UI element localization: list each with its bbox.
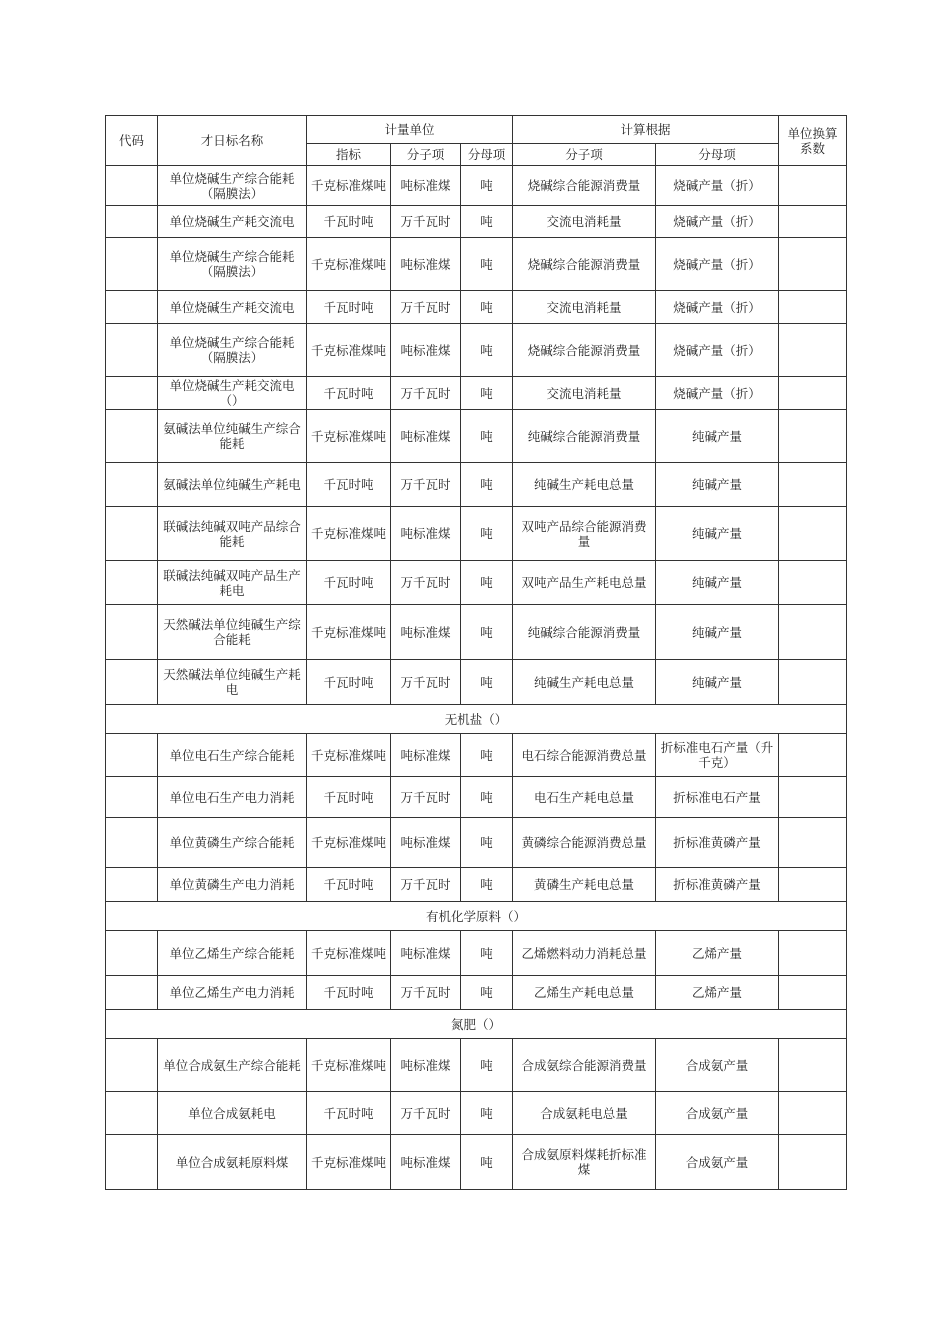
row-code [106,1039,158,1092]
row-denominator-unit: 吨 [461,507,513,561]
row-indicator: 千克标准煤吨 [307,166,391,206]
row-coefficient [779,238,847,291]
row-coefficient [779,1135,847,1190]
row-indicator-name: 单位合成氨耗电 [158,1092,307,1135]
row-coefficient [779,463,847,507]
row-coefficient [779,976,847,1010]
row-coefficient [779,324,847,377]
row-denominator-unit: 吨 [461,931,513,976]
row-indicator-name: 单位烧碱生产耗交流电 [158,206,307,238]
row-numerator-basis: 合成氨原料煤耗折标准煤 [513,1135,656,1190]
table-row [106,291,847,324]
table-row [106,777,847,818]
header-code: 代码 [106,116,158,166]
row-indicator: 千克标准煤吨 [307,507,391,561]
row-coefficient [779,777,847,818]
row-indicator-name: 单位烧碱生产综合能耗（隔膜法） [158,238,307,291]
table-row [106,377,847,410]
row-indicator: 千瓦时吨 [307,206,391,238]
row-indicator: 千瓦时吨 [307,291,391,324]
row-denominator-unit: 吨 [461,410,513,463]
row-denominator-basis: 纯碱产量 [656,507,779,561]
row-code [106,605,158,660]
row-numerator-unit: 吨标准煤 [391,166,461,206]
row-numerator-unit: 万千瓦时 [391,377,461,410]
row-indicator-name: 单位电石生产综合能耗 [158,734,307,777]
row-numerator-basis: 双吨产品综合能源消费量 [513,507,656,561]
row-indicator: 千瓦时吨 [307,660,391,705]
row-coefficient [779,507,847,561]
row-numerator-basis: 乙烯生产耗电总量 [513,976,656,1010]
row-denominator-unit: 吨 [461,324,513,377]
row-denominator-unit: 吨 [461,238,513,291]
row-denominator-basis: 乙烯产量 [656,931,779,976]
row-coefficient [779,1039,847,1092]
row-denominator-basis: 纯碱产量 [656,463,779,507]
section-title: 氮肥（） [106,1010,847,1039]
row-denominator-unit: 吨 [461,1039,513,1092]
row-denominator-basis: 烧碱产量（折） [656,291,779,324]
row-numerator-unit: 万千瓦时 [391,777,461,818]
row-code [106,238,158,291]
row-numerator-unit: 吨标准煤 [391,734,461,777]
row-numerator-unit: 万千瓦时 [391,463,461,507]
table-row [106,660,847,705]
row-denominator-unit: 吨 [461,818,513,868]
row-numerator-basis: 交流电消耗量 [513,377,656,410]
table-row [106,1092,847,1135]
row-coefficient [779,206,847,238]
row-numerator-basis: 纯碱生产耗电总量 [513,463,656,507]
row-numerator-unit: 万千瓦时 [391,561,461,605]
row-indicator: 千克标准煤吨 [307,1039,391,1092]
table-row [106,605,847,660]
energy-indicator-table [105,115,847,1190]
row-indicator-name: 氨碱法单位纯碱生产综合能耗 [158,410,307,463]
table-body [106,166,847,1190]
row-code [106,976,158,1010]
row-indicator: 千瓦时吨 [307,868,391,902]
table-row [106,868,847,902]
table-row [106,1135,847,1190]
row-denominator-basis: 合成氨产量 [656,1092,779,1135]
row-denominator-unit: 吨 [461,1135,513,1190]
table-row [106,463,847,507]
row-denominator-unit: 吨 [461,463,513,507]
row-denominator-basis: 折标准电石产量 [656,777,779,818]
row-indicator: 千克标准煤吨 [307,1135,391,1190]
row-indicator-name: 单位黄磷生产电力消耗 [158,868,307,902]
row-code [106,1092,158,1135]
row-numerator-basis: 电石生产耗电总量 [513,777,656,818]
row-numerator-basis: 烧碱综合能源消费量 [513,238,656,291]
row-denominator-basis: 合成氨产量 [656,1135,779,1190]
row-denominator-basis: 烧碱产量（折） [656,166,779,206]
table-row [106,1039,847,1092]
row-indicator-name: 单位黄磷生产综合能耗 [158,818,307,868]
row-denominator-unit: 吨 [461,660,513,705]
header-basis-group: 计算根据 [513,116,779,144]
row-numerator-basis: 纯碱生产耗电总量 [513,660,656,705]
row-indicator-name: 单位乙烯生产综合能耗 [158,931,307,976]
table-row [106,561,847,605]
row-coefficient [779,377,847,410]
row-indicator: 千瓦时吨 [307,976,391,1010]
row-indicator: 千克标准煤吨 [307,931,391,976]
row-coefficient [779,291,847,324]
row-denominator-unit: 吨 [461,561,513,605]
row-coefficient [779,166,847,206]
row-numerator-basis: 合成氨耗电总量 [513,1092,656,1135]
row-code [106,561,158,605]
row-indicator: 千瓦时吨 [307,777,391,818]
row-coefficient [779,660,847,705]
row-numerator-basis: 黄磷综合能源消费总量 [513,818,656,868]
header-coefficient: 单位换算系数 [779,116,847,166]
row-indicator: 千瓦时吨 [307,377,391,410]
row-code [106,931,158,976]
row-numerator-basis: 合成氨综合能源消费量 [513,1039,656,1092]
row-numerator-basis: 交流电消耗量 [513,291,656,324]
table-row [106,324,847,377]
row-coefficient [779,818,847,868]
row-indicator: 千瓦时吨 [307,1092,391,1135]
row-numerator-basis: 烧碱综合能源消费量 [513,324,656,377]
row-indicator: 千克标准煤吨 [307,818,391,868]
row-denominator-unit: 吨 [461,206,513,238]
table-row [106,166,847,206]
row-denominator-basis: 折标准黄磷产量 [656,868,779,902]
row-denominator-basis: 烧碱产量（折） [656,324,779,377]
row-denominator-basis: 纯碱产量 [656,660,779,705]
row-numerator-unit: 吨标准煤 [391,410,461,463]
table-row [106,410,847,463]
row-numerator-basis: 电石综合能源消费总量 [513,734,656,777]
row-denominator-basis: 纯碱产量 [656,561,779,605]
row-indicator-name: 氨碱法单位纯碱生产耗电 [158,463,307,507]
row-indicator: 千克标准煤吨 [307,605,391,660]
header-denominator-unit: 分母项 [461,144,513,166]
row-denominator-basis: 乙烯产量 [656,976,779,1010]
row-denominator-basis: 纯碱产量 [656,605,779,660]
row-numerator-unit: 吨标准煤 [391,324,461,377]
row-numerator-unit: 万千瓦时 [391,660,461,705]
row-denominator-unit: 吨 [461,166,513,206]
row-indicator-name: 联碱法纯碱双吨产品综合能耗 [158,507,307,561]
row-indicator-name: 单位烧碱生产耗交流电 [158,291,307,324]
row-numerator-unit: 吨标准煤 [391,507,461,561]
row-code [106,410,158,463]
table-row [106,206,847,238]
row-numerator-basis: 乙烯燃料动力消耗总量 [513,931,656,976]
row-indicator-name: 单位电石生产电力消耗 [158,777,307,818]
row-code [106,660,158,705]
row-numerator-unit: 吨标准煤 [391,238,461,291]
row-denominator-unit: 吨 [461,1092,513,1135]
row-indicator-name: 单位烧碱生产耗交流电（） [158,377,307,410]
table-row [106,238,847,291]
row-coefficient [779,605,847,660]
row-numerator-basis: 纯碱综合能源消费量 [513,410,656,463]
row-numerator-unit: 吨标准煤 [391,1135,461,1190]
row-indicator-name: 联碱法纯碱双吨产品生产耗电 [158,561,307,605]
row-coefficient [779,410,847,463]
row-denominator-basis: 纯碱产量 [656,410,779,463]
row-indicator-name: 单位乙烯生产电力消耗 [158,976,307,1010]
row-denominator-basis: 合成氨产量 [656,1039,779,1092]
row-indicator: 千克标准煤吨 [307,324,391,377]
row-denominator-unit: 吨 [461,868,513,902]
row-coefficient [779,561,847,605]
row-code [106,868,158,902]
row-numerator-basis: 交流电消耗量 [513,206,656,238]
section-row [106,902,847,931]
row-denominator-basis: 烧碱产量（折） [656,377,779,410]
row-numerator-basis: 烧碱综合能源消费量 [513,166,656,206]
row-code [106,1135,158,1190]
table-row [106,976,847,1010]
row-numerator-unit: 万千瓦时 [391,291,461,324]
row-numerator-unit: 万千瓦时 [391,976,461,1010]
row-code [106,507,158,561]
row-indicator: 千克标准煤吨 [307,410,391,463]
row-numerator-unit: 万千瓦时 [391,868,461,902]
table-row [106,507,847,561]
row-coefficient [779,734,847,777]
row-numerator-unit: 吨标准煤 [391,1039,461,1092]
row-numerator-unit: 吨标准煤 [391,931,461,976]
row-indicator: 千瓦时吨 [307,463,391,507]
header-numerator-basis: 分子项 [513,144,656,166]
row-indicator-name: 单位合成氨生产综合能耗 [158,1039,307,1092]
row-code [106,324,158,377]
row-numerator-unit: 万千瓦时 [391,1092,461,1135]
row-denominator-basis: 烧碱产量（折） [656,238,779,291]
table-row [106,931,847,976]
section-title: 无机盐（） [106,705,847,734]
row-indicator-name: 单位合成氨耗原料煤 [158,1135,307,1190]
row-numerator-basis: 黄磷生产耗电总量 [513,868,656,902]
row-code [106,291,158,324]
header-unit-group: 计量单位 [307,116,513,144]
section-title: 有机化学原料（） [106,902,847,931]
row-numerator-unit: 吨标准煤 [391,605,461,660]
row-code [106,463,158,507]
row-numerator-basis: 双吨产品生产耗电总量 [513,561,656,605]
row-code [106,777,158,818]
header-numerator-unit: 分子项 [391,144,461,166]
row-indicator: 千瓦时吨 [307,561,391,605]
row-denominator-basis: 折标准黄磷产量 [656,818,779,868]
row-coefficient [779,931,847,976]
row-code [106,166,158,206]
row-coefficient [779,868,847,902]
row-code [106,818,158,868]
row-denominator-unit: 吨 [461,976,513,1010]
row-indicator-name: 天然碱法单位纯碱生产耗电 [158,660,307,705]
row-denominator-unit: 吨 [461,734,513,777]
row-code [106,734,158,777]
row-denominator-unit: 吨 [461,377,513,410]
row-indicator: 千克标准煤吨 [307,734,391,777]
header-indicator: 指标 [307,144,391,166]
row-indicator-name: 天然碱法单位纯碱生产综合能耗 [158,605,307,660]
row-denominator-unit: 吨 [461,605,513,660]
row-denominator-unit: 吨 [461,777,513,818]
row-indicator: 千克标准煤吨 [307,238,391,291]
table-row [106,734,847,777]
row-numerator-unit: 吨标准煤 [391,818,461,868]
section-row [106,1010,847,1039]
row-numerator-unit: 万千瓦时 [391,206,461,238]
header-name: 才日标名称 [158,116,307,166]
row-code [106,377,158,410]
row-indicator-name: 单位烧碱生产综合能耗（隔膜法） [158,166,307,206]
row-indicator-name: 单位烧碱生产综合能耗（隔膜法） [158,324,307,377]
row-denominator-unit: 吨 [461,291,513,324]
section-row [106,705,847,734]
row-numerator-basis: 纯碱综合能源消费量 [513,605,656,660]
row-coefficient [779,1092,847,1135]
row-denominator-basis: 烧碱产量（折） [656,206,779,238]
row-denominator-basis: 折标准电石产量（升千克） [656,734,779,777]
row-code [106,206,158,238]
table-row [106,818,847,868]
header-denominator-basis: 分母项 [656,144,779,166]
